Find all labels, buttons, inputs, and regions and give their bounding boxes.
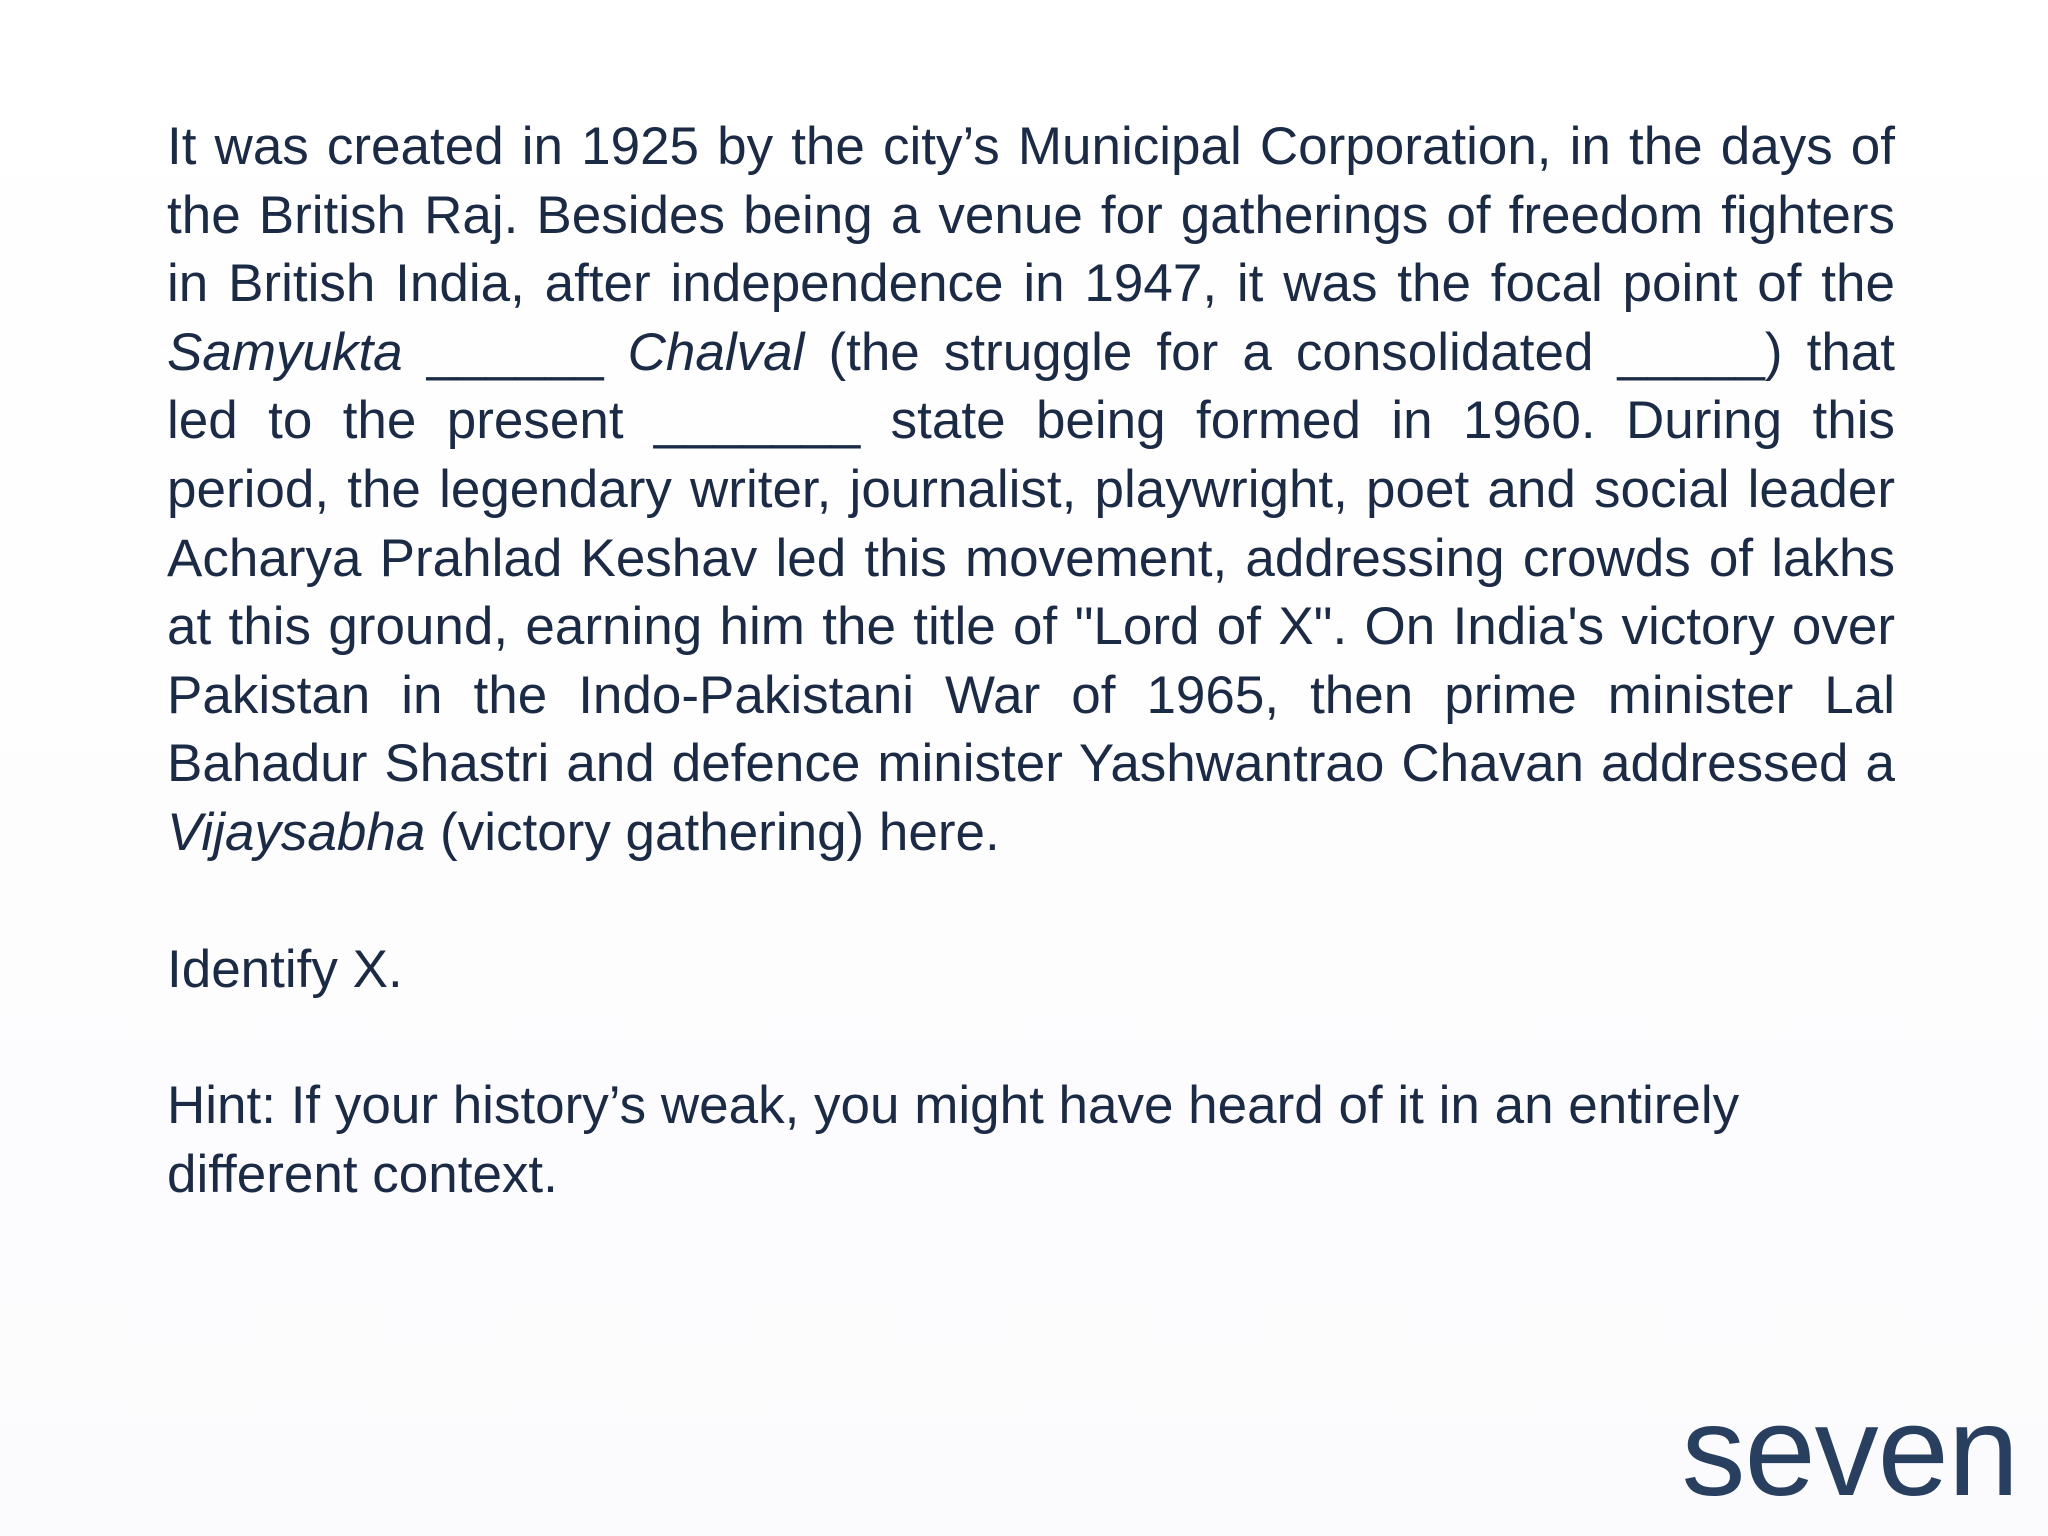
passage-text-part-4: (victory gathering) here. bbox=[425, 802, 1000, 862]
passage-italic-samyukta: Samyukta bbox=[167, 322, 403, 382]
passage-paragraph bbox=[167, 113, 1895, 868]
passage-italic-chalval: Chalval bbox=[627, 322, 805, 382]
slide-content bbox=[167, 113, 1895, 1209]
brand-logo-text: seven bbox=[1681, 1380, 2018, 1523]
passage-text-part-3: (the struggle for a consolidated _____) that led to the present _______ state being formed in 1960. During this period, the legendary writer, journalist, playwright, poet and social leader Acharya Prahlad Keshav led this movement, addressing crowds of lakhs at this ground, earning him the title of "Lord of X". On India's victory over Pakistan in the Indo-Pakistani War of 1965, then prime minister Lal Bahadur Shastri and defence minister Yashwantrao Chavan addressed a bbox=[167, 322, 1895, 794]
question-text: Identify X. bbox=[167, 939, 403, 999]
passage-text-part-2: ______ bbox=[402, 322, 628, 382]
passage-text-part-1: It was created in 1925 by the city’s Municipal Corporation, in the days of the British Raj. Besides being a venue for gatherings of freedom fighters in British India, after independence in 1947, it was the focal point of the bbox=[167, 117, 1895, 314]
hint-text: Hint: If your history’s weak, you might have heard of it in an entirely different context. bbox=[167, 1076, 1740, 1204]
passage-italic-vijaysabha: Vijaysabha bbox=[167, 802, 426, 862]
